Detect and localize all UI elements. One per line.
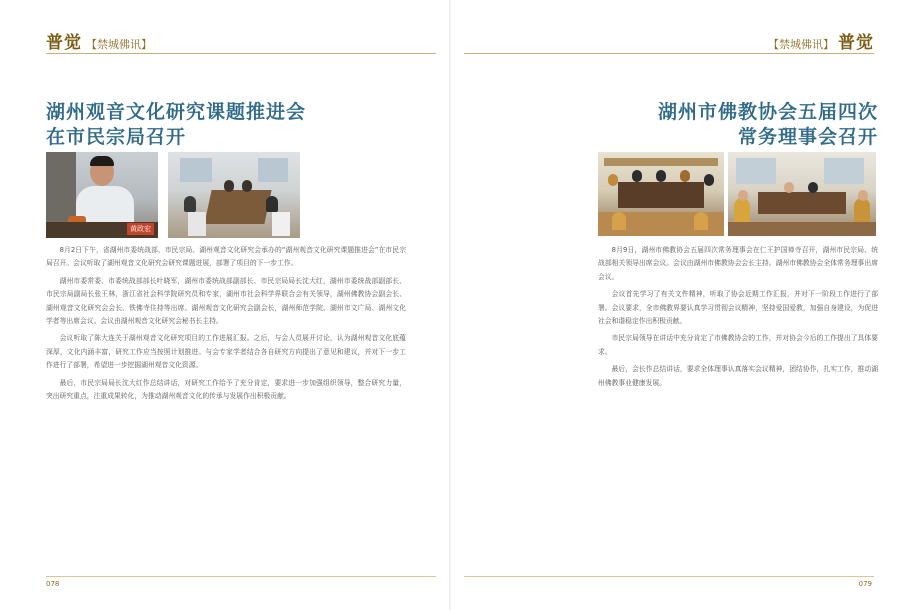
right-headline-line1: 湖州市佛教协会五届四次: [657, 101, 878, 123]
right-headline-line2: 常务理事会召开: [737, 126, 878, 148]
right-paragraph: 市民宗局领导在讲话中充分肯定了市佛教协会的工作，并对协会今后的工作提出了具体要求。: [598, 334, 878, 356]
left-masthead: [46, 28, 152, 53]
right-photo-conference: [598, 152, 724, 236]
left-photo-speaker-tag: 黄政宏: [127, 223, 154, 235]
right-footer-rule: [464, 576, 874, 577]
right-paragraph: 会议首先学习了有关文件精神，听取了协会近期工作汇报，并对下一阶段工作进行了部署。会议要求，全市佛教界要认真学习贯彻会议精神，坚持爱国爱教，加强自身建设，为促进社会和谐稳定作出积极贡献。: [598, 290, 878, 326]
left-photo-speaker: [46, 152, 158, 238]
left-headline-line1: 湖州观音文化研究课题推进会: [46, 101, 307, 123]
right-paragraph: 8月9日，湖州市佛教协会五届四次常务理事会在仁王护国禅寺召开，湖州市民宗局、统战部相关领导出席会议。会议由湖州市佛教协会会长主持。湖州市佛教协会全体常务理事出席会议。: [598, 246, 878, 281]
right-page-number: 079: [858, 580, 872, 588]
right-headline: [498, 100, 878, 150]
left-paragraph: 8月2日下午，省湖州市委统战部、市民宗局、湖州观音文化研究会承办的“湖州观音文化研究课题推进会”在市民宗局召开。会议听取了湖州观音文化研究会研究课题进展，部署了项目的下一步工作。: [46, 246, 406, 268]
right-page: [450, 0, 900, 610]
right-masthead: [768, 28, 874, 53]
left-article-body: [46, 244, 406, 407]
left-headline: [46, 100, 426, 150]
left-photo-meeting: [168, 152, 300, 238]
left-page-number: 078: [46, 580, 60, 588]
left-paragraph: 会议听取了陈大连关于湖州观音文化研究项目的工作进展汇报。之后，与会人员展开讨论，认为湖州观音文化底蕴深厚，文化内涵丰富，研究工作应当按照计划推进。与会专家学者结合各自研究方向提出了意见和建议，并对下一步工作进行了部署，希望进一步挖掘湖州观音文化资源。: [46, 334, 406, 370]
right-header-rule: [464, 53, 874, 54]
right-photo-monks: [728, 152, 876, 236]
right-article-body: [598, 244, 878, 394]
left-paragraph: 湖州市委常委、市委统战部部长叶晓军，湖州市委统战部副部长、市民宗局局长沈大红，湖州市委统战部副部长、市民宗局副局长张王林，浙江省社会科学院研究员和专家，湖州市社会科学界联合会有关领导，湖州佛教协会副会长、湖州观音文化研究会会长、铁佛寺住持等出席。湖州观音文化研究会副会长，湖州师范学院、湖州市文广局、湖州文化学者等出席会议。会议由湖州观音文化研究会秘书长主持。: [46, 276, 406, 326]
left-footer-rule: [46, 576, 436, 577]
right-masthead-section: 【禁城佛讯】: [768, 38, 834, 51]
left-masthead-logo: 普觉: [46, 33, 82, 53]
left-paragraph: 最后，市民宗局局长沈大红作总结讲话，对研究工作给予了充分肯定，要求进一步加强组织领导，整合研究力量，突出研究重点，注重成果转化，为推动湖州观音文化的传承与发展作出积极贡献。: [46, 378, 406, 401]
right-masthead-logo: 普觉: [838, 33, 874, 53]
left-masthead-section: 【禁城佛讯】: [86, 38, 152, 51]
left-header-rule: [46, 53, 436, 54]
left-headline-line2: 在市民宗局召开: [46, 126, 187, 148]
right-paragraph: 最后，会长作总结讲话，要求全体理事认真落实会议精神，团结协作，扎实工作，推动湖州佛教事业健康发展。: [598, 365, 878, 387]
